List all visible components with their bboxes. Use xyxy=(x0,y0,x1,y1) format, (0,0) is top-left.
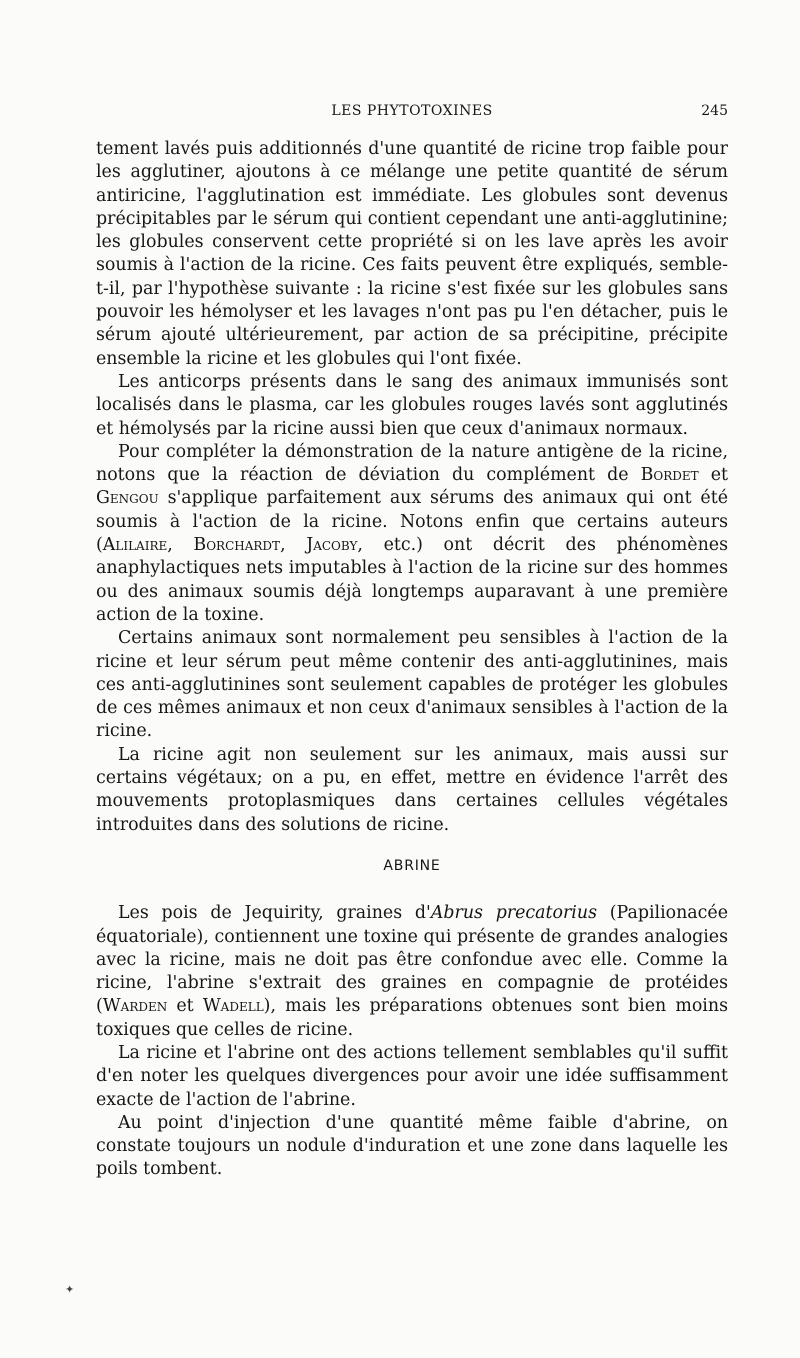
author-name: Wadell xyxy=(202,996,264,1017)
paragraph-abrine-intro xyxy=(96,902,728,1042)
author-name: Alilaire xyxy=(102,535,168,556)
text-run: , etc.) ont décrit des phénomènes anaphylactiques nets imputables à l'action de la ricine sur des hommes ou des animaux soumis déjà longtemps auparavant à une première action de la toxine. xyxy=(96,535,728,625)
paragraph-animaux-sensibles: Certains animaux sont normalement peu sensibles à l'action de la ricine et leur sérum peut même contenir des anti-agglutinines, mais ces anti-agglutinines sont seulement capables de protéger les globules de ces mêmes animaux et non ceux d'animaux sensibles à l'action de la ricine. xyxy=(96,628,728,742)
paragraph-anticorps: Les anticorps présents dans le sang des animaux immunisés sont localisés dans le plasma, car les globules rouges lavés sont agglutinés et hémolysés par la ricine aussi bien que ceux d'animaux normaux. xyxy=(96,371,728,439)
paragraph-abrine-comparison: La ricine et l'abrine ont des actions tellement semblables qu'il suffit d'en noter les quelques divergences pour avoir une idée suffisamment exacte de l'action de l'abrine. xyxy=(96,1042,728,1110)
paragraph-antigene xyxy=(96,441,728,627)
text-run: et xyxy=(698,465,729,486)
latin-name: Abrus precatorius xyxy=(430,903,597,924)
text-run: , xyxy=(280,535,307,556)
running-head xyxy=(96,103,728,123)
section-heading: ABRINE xyxy=(383,857,441,874)
text-run: et xyxy=(167,996,203,1017)
paragraph-vegetaux: La ricine agit non seulement sur les animaux, mais aussi sur certains végétaux; on a pu, en effet, mettre en évidence l'arrêt des mouvements protoplasmiques dans certaines cellules végétales introduites dans des solutions de ricine. xyxy=(96,744,728,835)
paragraph-continued: tement lavés puis additionnés d'une quantité de ricine trop faible pour les agglutiner, ajoutons à ce mélange une petite quantité de sérum antiricine, l'agglutination est immédiate. Les globules sont devenus précipitables par le sérum qui contient cependant une anti-agglutinine; les globules conservent cette propriété si on les lave après les avoir soumis à l'action de la ricine. Ces faits peuvent être expliqués, semble-t-il, par l'hypothèse suivante : la ricine s'est fixée sur les globules sans pouvoir les hémolyser et les lavages n'ont pas pu l'en détacher, puis le sérum ajouté ultérieurement, par action de sa précipitine, précipite ensemble la ricine et les globules qui l'ont fixée. xyxy=(96,139,728,369)
text-run: Les pois de Jequirity, graines d' xyxy=(118,903,431,924)
author-name: Gengou xyxy=(96,488,159,509)
text-run: (Papilionacée équatoriale), contiennent une toxine qui présente de grandes analogies avec la ricine, mais ne doit pas être confondue avec elle. Comme la ricine, l'abrine s'extrait des graines en compagnie de protéides ( xyxy=(96,903,729,1017)
print-speck: ✦ xyxy=(65,1283,75,1296)
text-run: Pour compléter la démonstration de la nature antigène de la ricine, notons que la réaction de déviation du complément de xyxy=(96,441,728,486)
author-name: Bordet xyxy=(640,465,699,486)
author-name: Warden xyxy=(102,996,168,1017)
text-run: ), mais les préparations obtenues sont bien moins toxiques que celles de ricine. xyxy=(96,996,728,1040)
text-run: , xyxy=(167,535,194,556)
author-name: Jacoby xyxy=(306,535,358,556)
text-run: s'applique parfaitement aux sérums des animaux qui ont été soumis à l'action de la ricine. Notons enfin que certains auteurs ( xyxy=(96,488,728,556)
page-body xyxy=(96,138,728,1182)
page-number: 245 xyxy=(701,103,728,119)
running-title: LES PHYTOTOXINES xyxy=(331,103,493,119)
paragraph-abrine-injection: Au point d'injection d'une quantité même faible d'abrine, on constate toujours un nodule d'induration et une zone dans laquelle les poils tombent. xyxy=(96,1112,728,1180)
author-name: Borchardt xyxy=(193,535,281,556)
